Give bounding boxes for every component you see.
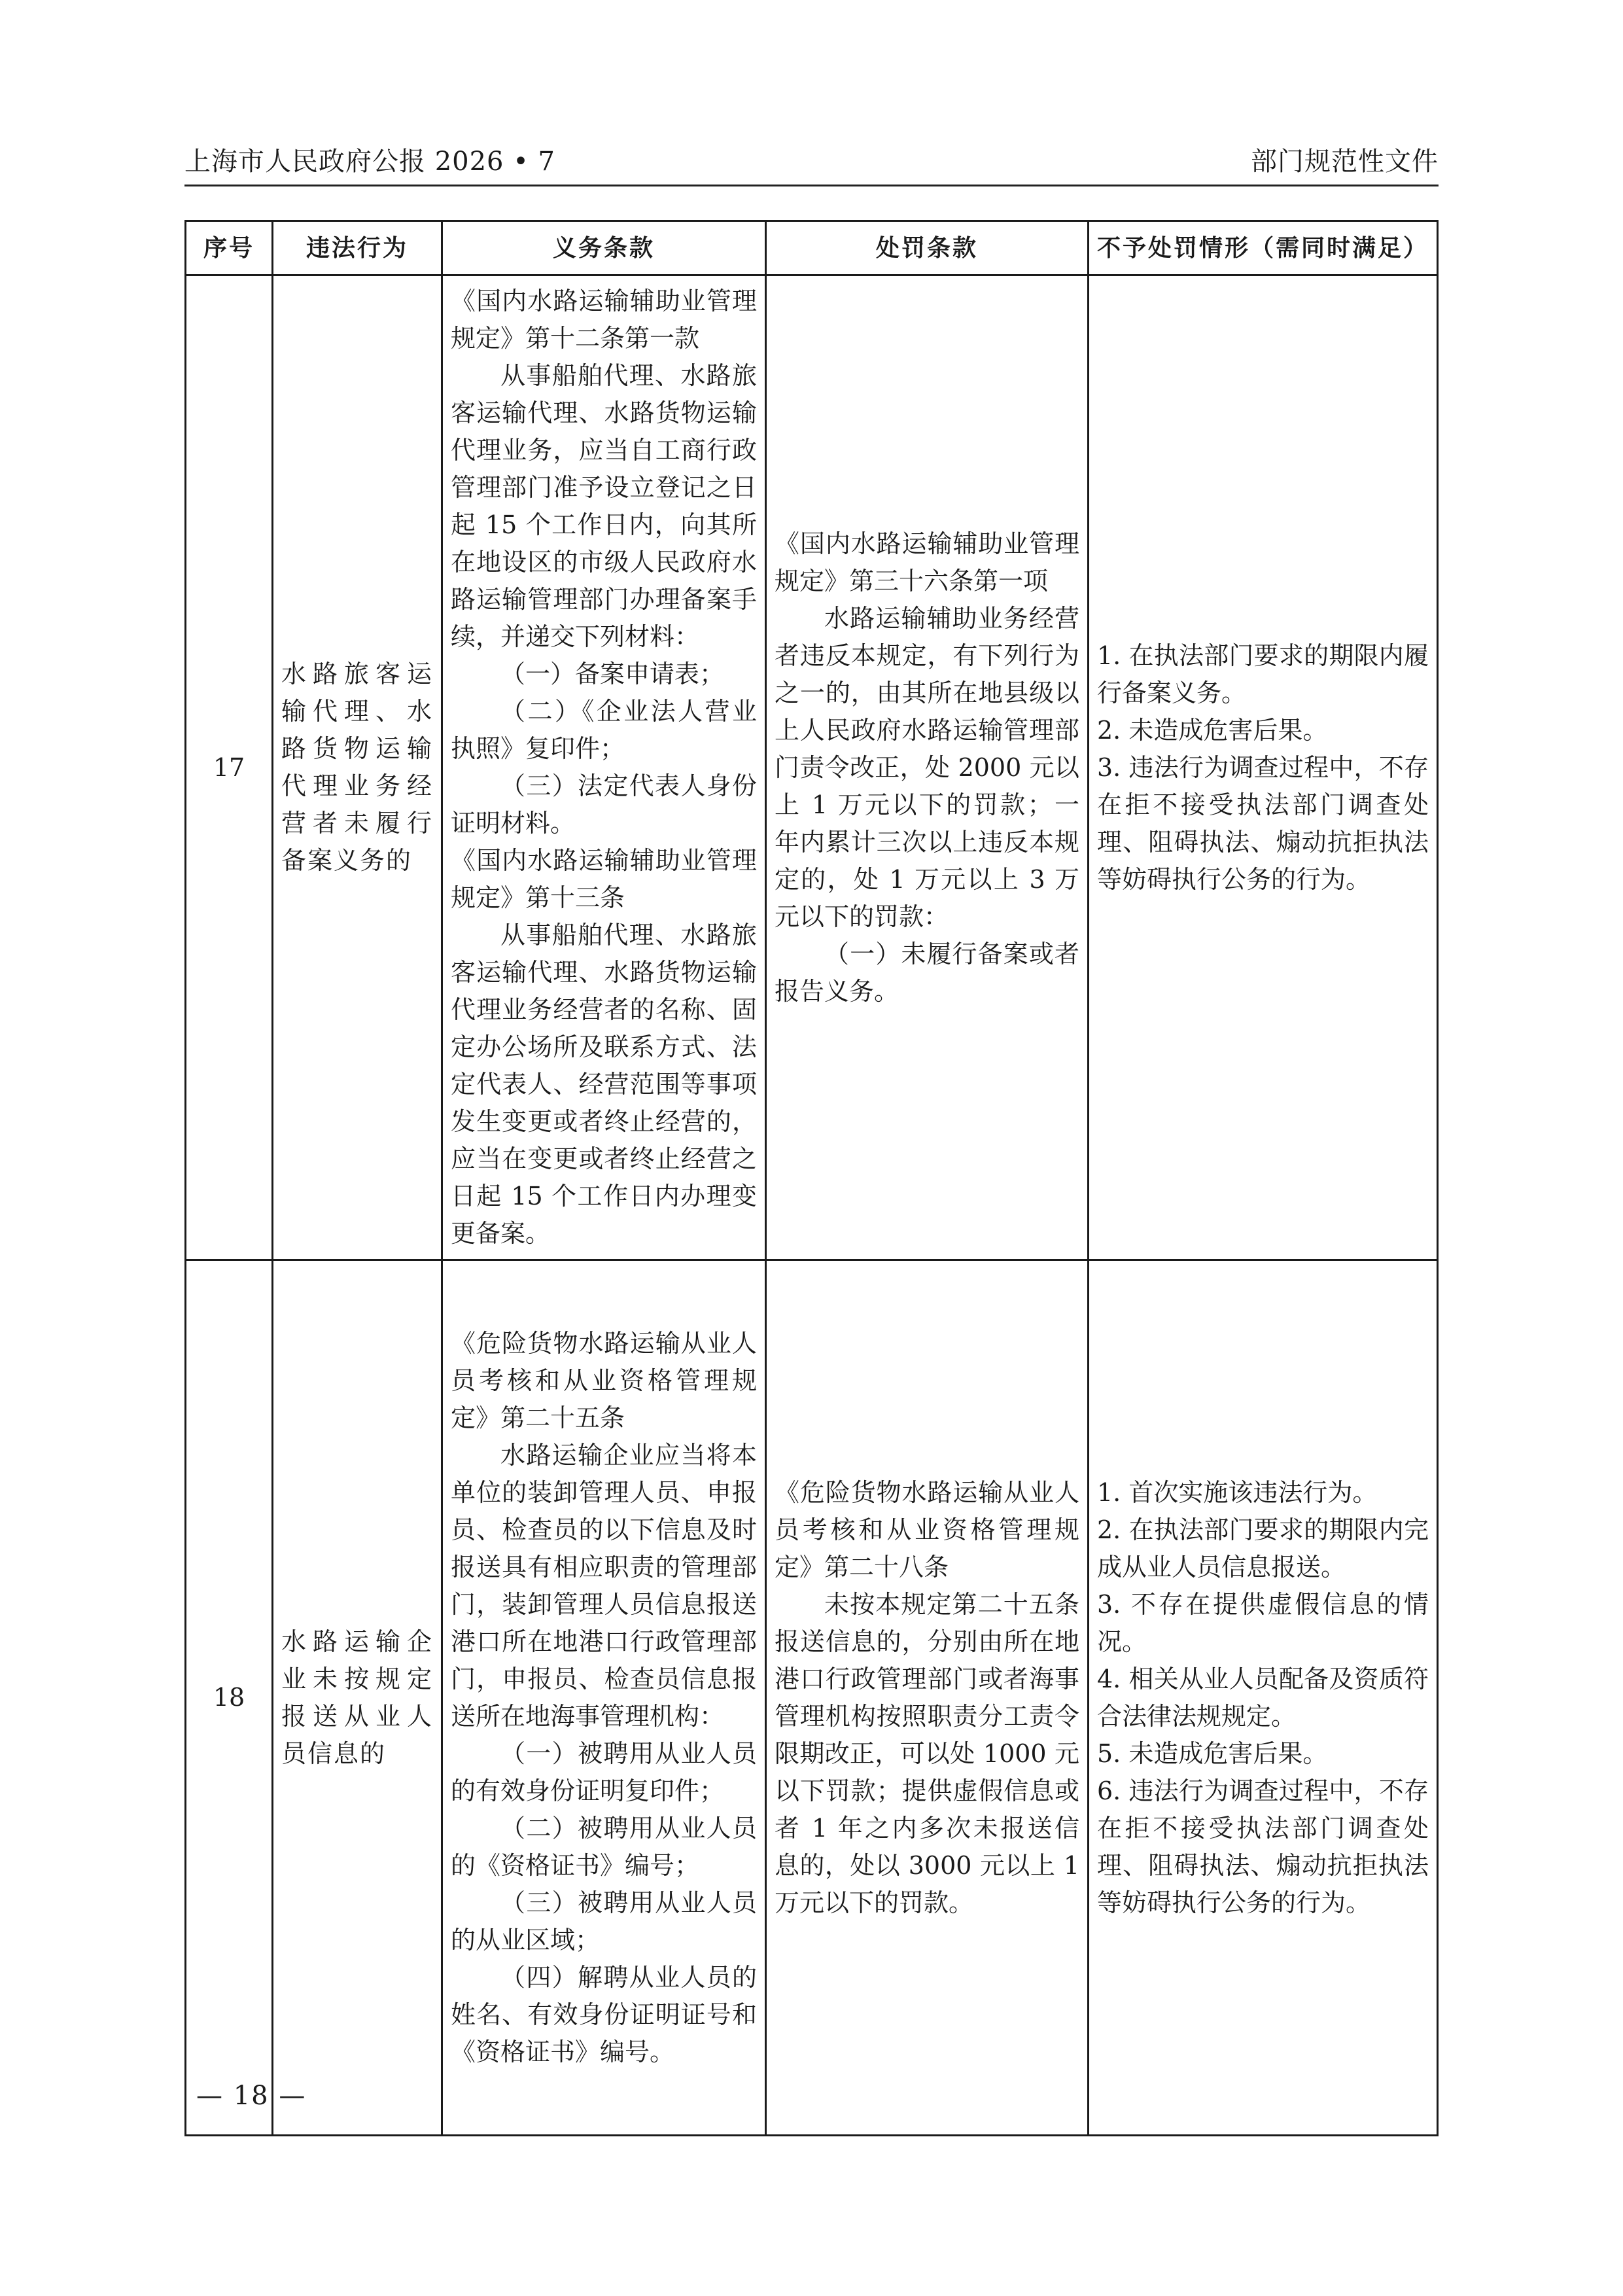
clause-citation: 《危险货物水路运输从业人员考核和从业资格管理规定》第二十五条 <box>451 1328 757 1432</box>
exemption-item: 4. 相关从业人员配备及资质符合法律法规规定。 <box>1097 1664 1429 1731</box>
clause-text: 未按本规定第二十五条报送信息的，分别由所在地港口行政管理部门或者海事管理机构按照职责分工责令限期改正，可以处 1000 元以下罚款；提供虚假信息或者 1 年之内多次未报送信息的，处以 3000 元以上 1 万元以下的罚款。 <box>775 1589 1079 1917</box>
clause-item: （三）法定代表人身份证明材料。 <box>451 771 757 838</box>
table-row <box>186 1260 1438 2136</box>
journal-title: 上海市人民政府公报 2026 • 7 <box>184 147 555 177</box>
exemption-conditions <box>1089 275 1438 1260</box>
exemption-item: 2. 在执法部门要求的期限内完成从业人员信息报送。 <box>1097 1515 1429 1581</box>
clause-item: （一）被聘用从业人员的有效身份证明复印件； <box>451 1739 757 1805</box>
clause-item: （一）未履行备案或者报告义务。 <box>775 939 1079 1006</box>
row-number: 17 <box>186 275 273 1260</box>
clause-text: 水路运输辅助业务经营者违反本规定，有下列行为之一的，由其所在地县级以上人民政府水路运输管理部门责令改正，处 2000 元以上 1 万元以下的罚款；一年内累计三次以上违反本规定的，处 1 万元以上 3 万元以下的罚款： <box>775 603 1079 931</box>
page-number: — 18 — <box>196 2081 307 2111</box>
exemption-item: 5. 未造成危害后果。 <box>1097 1739 1328 1768</box>
exemption-item: 3. 违法行为调查过程中，不存在拒不接受执法部门调查处理、阻碍执法、煽动抗拒执法等妨碍执行公务的行为。 <box>1097 752 1429 894</box>
violation-behavior: 水路旅客运输代理、水路货物运输代理业务经营者未履行备案义务的 <box>273 275 442 1260</box>
clause-item: （二）《企业法人营业执照》复印件； <box>451 697 757 763</box>
col-header-behavior: 违法行为 <box>273 221 442 275</box>
table-row <box>186 275 1438 1260</box>
clause-citation: 《国内水路运输辅助业管理规定》第三十六条第一项 <box>775 529 1079 595</box>
page-header <box>184 139 1439 186</box>
obligation-clause <box>442 1260 766 2136</box>
clause-item: （四）解聘从业人员的姓名、有效身份证明证号和《资格证书》编号。 <box>451 1962 757 2066</box>
exemption-item: 6. 违法行为调查过程中，不存在拒不接受执法部门调查处理、阻碍执法、煽动抗拒执法等妨碍执行公务的行为。 <box>1097 1776 1429 1917</box>
section-title: 部门规范性文件 <box>1251 147 1439 177</box>
clause-citation: 《国内水路运输辅助业管理规定》第十二条第一款 <box>451 287 757 353</box>
row-number: 18 <box>186 1260 273 2136</box>
exemption-item: 3. 不存在提供虚假信息的情况。 <box>1097 1589 1429 1656</box>
clause-item: （三）被聘用从业人员的从业区域； <box>451 1888 757 1954</box>
regulation-table <box>184 220 1439 2136</box>
col-header-exemption: 不予处罚情形（需同时满足） <box>1089 221 1438 275</box>
exemption-item: 1. 在执法部门要求的期限内履行备案义务。 <box>1097 641 1429 707</box>
clause-citation: 《危险货物水路运输从业人员考核和从业资格管理规定》第二十八条 <box>775 1477 1079 1581</box>
col-header-obligation: 义务条款 <box>442 221 766 275</box>
col-header-number: 序号 <box>186 221 273 275</box>
obligation-clause <box>442 275 766 1260</box>
col-header-penalty: 处罚条款 <box>766 221 1089 275</box>
penalty-clause <box>766 1260 1089 2136</box>
exemption-item: 2. 未造成危害后果。 <box>1097 715 1328 745</box>
clause-citation: 《国内水路运输辅助业管理规定》第十三条 <box>451 846 757 912</box>
table-header-row <box>186 221 1438 275</box>
penalty-clause <box>766 275 1089 1260</box>
clause-item: （一）备案申请表； <box>500 660 725 688</box>
exemption-item: 1. 首次实施该违法行为。 <box>1097 1477 1378 1507</box>
clause-text: 从事船舶代理、水路旅客运输代理、水路货物运输代理业务经营者的名称、固定办公场所及联系方式、法定代表人、经营范围等事项发生变更或者终止经营的，应当在变更或者终止经营之日起 15 个工作日内办理变更备案。 <box>451 921 757 1248</box>
exemption-conditions <box>1089 1260 1438 2136</box>
violation-behavior: 水路运输企业未按规定报送从业人员信息的 <box>273 1260 442 2136</box>
clause-text: 水路运输企业应当将本单位的装卸管理人员、申报员、检查员的以下信息及时报送具有相应职责的管理部门，装卸管理人员信息报送港口所在地港口行政管理部门，申报员、检查员信息报送所在地海事管理机构： <box>451 1440 757 1731</box>
clause-text: 从事船舶代理、水路旅客运输代理、水路货物运输代理业务，应当自工商行政管理部门准予设立登记之日起 15 个工作日内，向其所在地设区的市级人民政府水路运输管理部门办理备案手续，并递交下列材料： <box>451 361 757 651</box>
clause-item: （二）被聘用从业人员的《资格证书》编号； <box>451 1813 757 1880</box>
